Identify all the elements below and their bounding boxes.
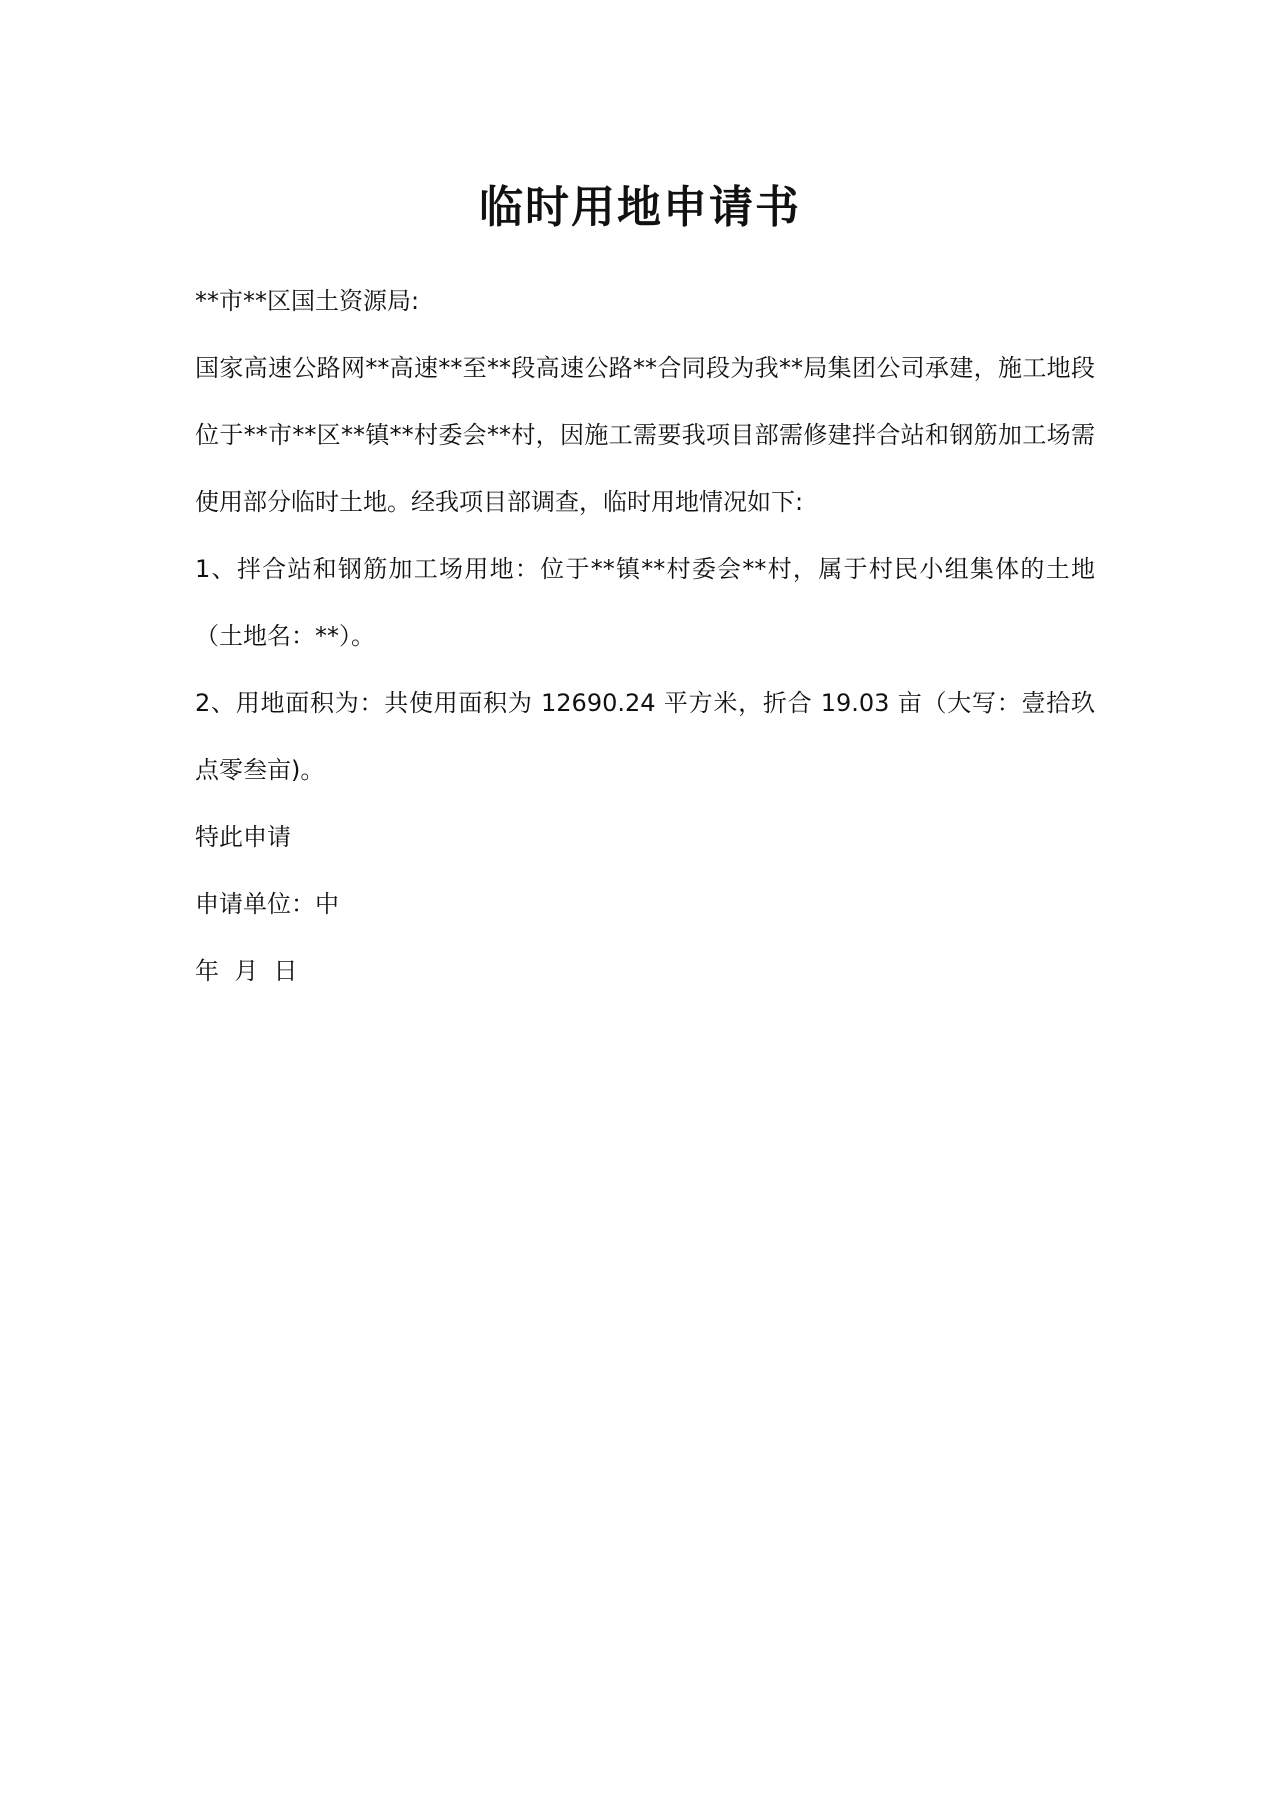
closing-text: 特此申请 xyxy=(195,823,291,851)
salutation: **市**区国土资源局: xyxy=(195,287,420,315)
document-title: 临时用地申请书 xyxy=(479,182,801,233)
applicant-line: 申请单位：中 xyxy=(195,890,339,918)
date-line: 年 月 日 xyxy=(195,957,298,985)
paragraph-intro: 国家高速公路网**高速**至**段高速公路**合同段为我**局集团公司承建，施工地段位于**市**区**镇**村委会**村，因施工需要我项目部需修建拌合站和钢筋加工场需使用部分临时土地。经我项目部调查，临时用地情况如下: xyxy=(195,354,1095,516)
paragraph-item-1: 1、拌合站和钢筋加工场用地：位于**镇**村委会**村，属于村民小组集体的土地（土地名：**）。 xyxy=(195,555,1095,650)
document-body xyxy=(195,268,1095,1005)
paragraph-item-2: 2、用地面积为：共使用面积为 12690.24 平方米，折合 19.03 亩（大写：壹拾玖点零叁亩)。 xyxy=(195,689,1095,784)
